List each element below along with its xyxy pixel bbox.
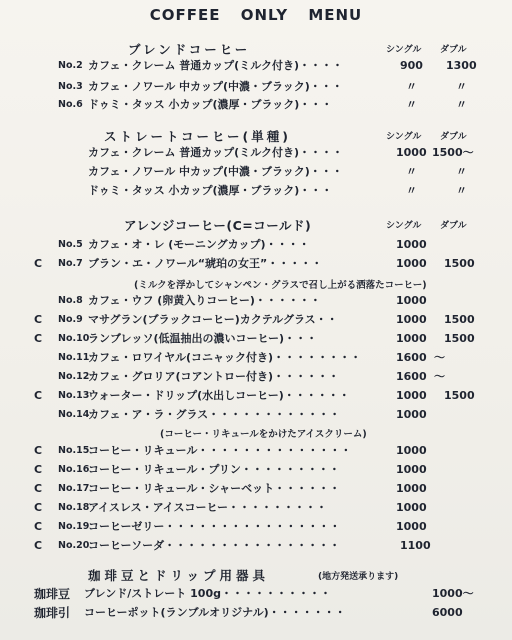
item-number: No.12 xyxy=(58,371,90,382)
blend-heading: ブレンドコーヒー xyxy=(128,42,251,57)
arrange-row xyxy=(0,480,512,498)
item-price-single: 〃 xyxy=(406,98,417,111)
item-number: No.10 xyxy=(58,333,90,344)
item-number: No.11 xyxy=(58,352,90,363)
arrange-row xyxy=(0,499,512,517)
beans-heading-note: (地方発送承ります) xyxy=(318,572,399,582)
item-number: No.15 xyxy=(58,445,90,456)
item-number: No.16 xyxy=(58,464,90,475)
arrange-row xyxy=(0,236,512,254)
item-number: No.19 xyxy=(58,521,90,532)
cold-mark: C xyxy=(34,482,43,495)
cold-mark: C xyxy=(34,501,43,514)
item-price-single: 〃 xyxy=(406,165,417,178)
beans-desc: ブレンド/ストレート 100g・・・・・・・・・・ xyxy=(84,587,331,600)
item-price-single: 1000 xyxy=(396,444,427,457)
beans-row xyxy=(0,604,512,622)
straight-heading: ストレートコーヒー(単種) xyxy=(104,129,291,144)
beans-label: 珈琲豆 xyxy=(34,587,71,601)
grinder-price: 6000 xyxy=(432,606,463,619)
item-price-double: 1500 xyxy=(444,389,475,402)
straight-col-double: ダブル xyxy=(440,132,467,142)
item-name: ウォーター・ドリップ(水出しコーヒー)・・・・・・ xyxy=(88,389,350,402)
menu-title: COFFEE ONLY MENU xyxy=(149,6,363,24)
item-name: コーヒー・リキュール・シャーベット・・・・・・ xyxy=(88,482,341,495)
blend-col-double: ダブル xyxy=(440,45,467,55)
item-number: No.2 xyxy=(58,60,83,71)
item-name: カフェ・ア・ラ・グラス・・・・・・・・・・・・ xyxy=(88,408,341,421)
item-number: No.8 xyxy=(58,295,83,306)
item-number: No.3 xyxy=(58,81,83,92)
item-price-double: 1500〜 xyxy=(432,146,474,159)
item-name: アイスレス・アイスコーヒー・・・・・・・・・ xyxy=(88,501,328,514)
item-price-single: 1000 xyxy=(396,520,427,533)
note-no7: (ミルクを浮かしてシャンペン・グラスで召し上がる洒落たコーヒー) xyxy=(134,280,427,291)
item-price-double: 1500 xyxy=(444,332,475,345)
item-price-double: 1300 xyxy=(446,59,477,72)
item-name: カフェ・クレーム 普通カップ(ミルク付き)・・・・ xyxy=(88,146,344,159)
item-name: コーヒーソーダ・・・・・・・・・・・・・・・・ xyxy=(88,539,341,552)
cold-mark: C xyxy=(34,520,43,533)
item-price-single: 1000 xyxy=(396,482,427,495)
item-name: コーヒーゼリー・・・・・・・・・・・・・・・・ xyxy=(88,520,341,533)
item-price-single: 1000 xyxy=(396,408,427,421)
item-price-single: 〃 xyxy=(406,184,417,197)
cold-mark: C xyxy=(34,539,43,552)
straight-col-single: シングル xyxy=(386,132,422,142)
arrange-row xyxy=(0,537,512,555)
beans-heading: 珈琲豆とドリップ用器具 xyxy=(88,568,270,583)
item-name: ブラン・エ・ノワール“琥珀の女王”・・・・・ xyxy=(88,257,323,270)
item-number: No.13 xyxy=(58,390,90,401)
item-price-single: 1600 xyxy=(396,351,427,364)
arrange-row xyxy=(0,461,512,479)
item-name: カフェ・クレーム 普通カップ(ミルク付き)・・・・ xyxy=(88,59,344,72)
item-name: カフェ・オ・レ (モーニングカップ)・・・・ xyxy=(88,238,310,251)
note-no14: (コーヒー・リキュールをかけたアイスクリーム) xyxy=(160,429,367,440)
item-number: No.7 xyxy=(58,258,83,269)
item-price-single: 900 xyxy=(400,59,423,72)
item-price-double: 〃 xyxy=(456,184,467,197)
item-name: マサグラン(ブラックコーヒー)カクテルグラス・・ xyxy=(88,313,338,326)
blend-row xyxy=(0,57,512,75)
item-number: No.17 xyxy=(58,483,90,494)
straight-row xyxy=(0,144,512,162)
item-name: ランブレッソ(低温抽出の濃いコーヒー)・・・ xyxy=(88,332,318,345)
item-number: No.14 xyxy=(58,409,90,420)
grinder-desc: コーヒーポット(ランブルオリジナル)・・・・・・・ xyxy=(84,606,346,619)
item-price-single: 1000 xyxy=(396,146,427,159)
item-number: No.6 xyxy=(58,99,83,110)
blend-row xyxy=(0,96,512,114)
cold-mark: C xyxy=(34,332,43,345)
item-price-double: 1500 xyxy=(444,313,475,326)
item-price-single: 1000 xyxy=(396,313,427,326)
arrange-row xyxy=(0,255,512,273)
item-name: カフェ・ノワール 中カップ(中濃・ブラック)・・・ xyxy=(88,80,343,93)
item-price-single: 1000 xyxy=(396,257,427,270)
item-price-single: 1000 xyxy=(396,501,427,514)
item-price-single: 1000 xyxy=(396,238,427,251)
item-name: コーヒー・リキュール・プリン・・・・・・・・・ xyxy=(88,463,340,476)
item-name: カフェ・ノワール 中カップ(中濃・ブラック)・・・ xyxy=(88,165,343,178)
blend-row xyxy=(0,78,512,96)
grinder-label: 珈琲引 xyxy=(34,606,71,620)
item-price-single: 1000 xyxy=(396,294,427,307)
item-price-double: 〜 xyxy=(434,351,445,364)
beans-row xyxy=(0,585,512,603)
cold-mark: C xyxy=(34,257,43,270)
cold-mark: C xyxy=(34,444,43,457)
item-price-single: 1600 xyxy=(396,370,427,383)
beans-price: 1000〜 xyxy=(432,587,474,600)
arrange-row xyxy=(0,349,512,367)
arrange-row xyxy=(0,406,512,424)
item-price-double: 〃 xyxy=(456,80,467,93)
item-number: No.18 xyxy=(58,502,90,513)
item-number: No.20 xyxy=(58,540,90,551)
item-price-double: 〃 xyxy=(456,165,467,178)
arrange-row xyxy=(0,387,512,405)
straight-row xyxy=(0,163,512,181)
item-price-single: 1000 xyxy=(396,332,427,345)
cold-mark: C xyxy=(34,313,43,326)
cold-mark: C xyxy=(34,463,43,476)
item-price-double: 1500 xyxy=(444,257,475,270)
arrange-row xyxy=(0,368,512,386)
item-price-double: 〃 xyxy=(456,98,467,111)
arrange-heading: アレンジコーヒー(C=コールド) xyxy=(124,218,312,233)
arrange-row xyxy=(0,311,512,329)
arrange-row xyxy=(0,330,512,348)
arrange-row xyxy=(0,518,512,536)
item-name: カフェ・ロワイヤル(コニャック付き)・・・・・・・・ xyxy=(88,351,362,364)
blend-col-single: シングル xyxy=(386,45,422,55)
item-name: カフェ・ウフ (卵黄入りコーヒー)・・・・・・ xyxy=(88,294,321,307)
item-price-single: 〃 xyxy=(406,80,417,93)
item-number: No.9 xyxy=(58,314,83,325)
item-price-single: 1000 xyxy=(396,389,427,402)
straight-row xyxy=(0,182,512,200)
arrange-row xyxy=(0,442,512,460)
arrange-col-single: シングル xyxy=(386,221,422,231)
item-number: No.5 xyxy=(58,239,83,250)
item-price-single: 1000 xyxy=(396,463,427,476)
arrange-col-double: ダブル xyxy=(440,221,467,231)
item-price-single: 1100 xyxy=(400,539,431,552)
item-name: コーヒー・リキュール・・・・・・・・・・・・・・ xyxy=(88,444,352,457)
arrange-row xyxy=(0,292,512,310)
item-price-double: 〜 xyxy=(434,370,445,383)
item-name: ドゥミ・タッス 小カップ(濃厚・ブラック)・・・ xyxy=(88,184,333,197)
item-name: ドゥミ・タッス 小カップ(濃厚・ブラック)・・・ xyxy=(88,98,333,111)
cold-mark: C xyxy=(34,389,43,402)
item-name: カフェ・グロリア(コアントロー付き)・・・・・・ xyxy=(88,370,340,383)
